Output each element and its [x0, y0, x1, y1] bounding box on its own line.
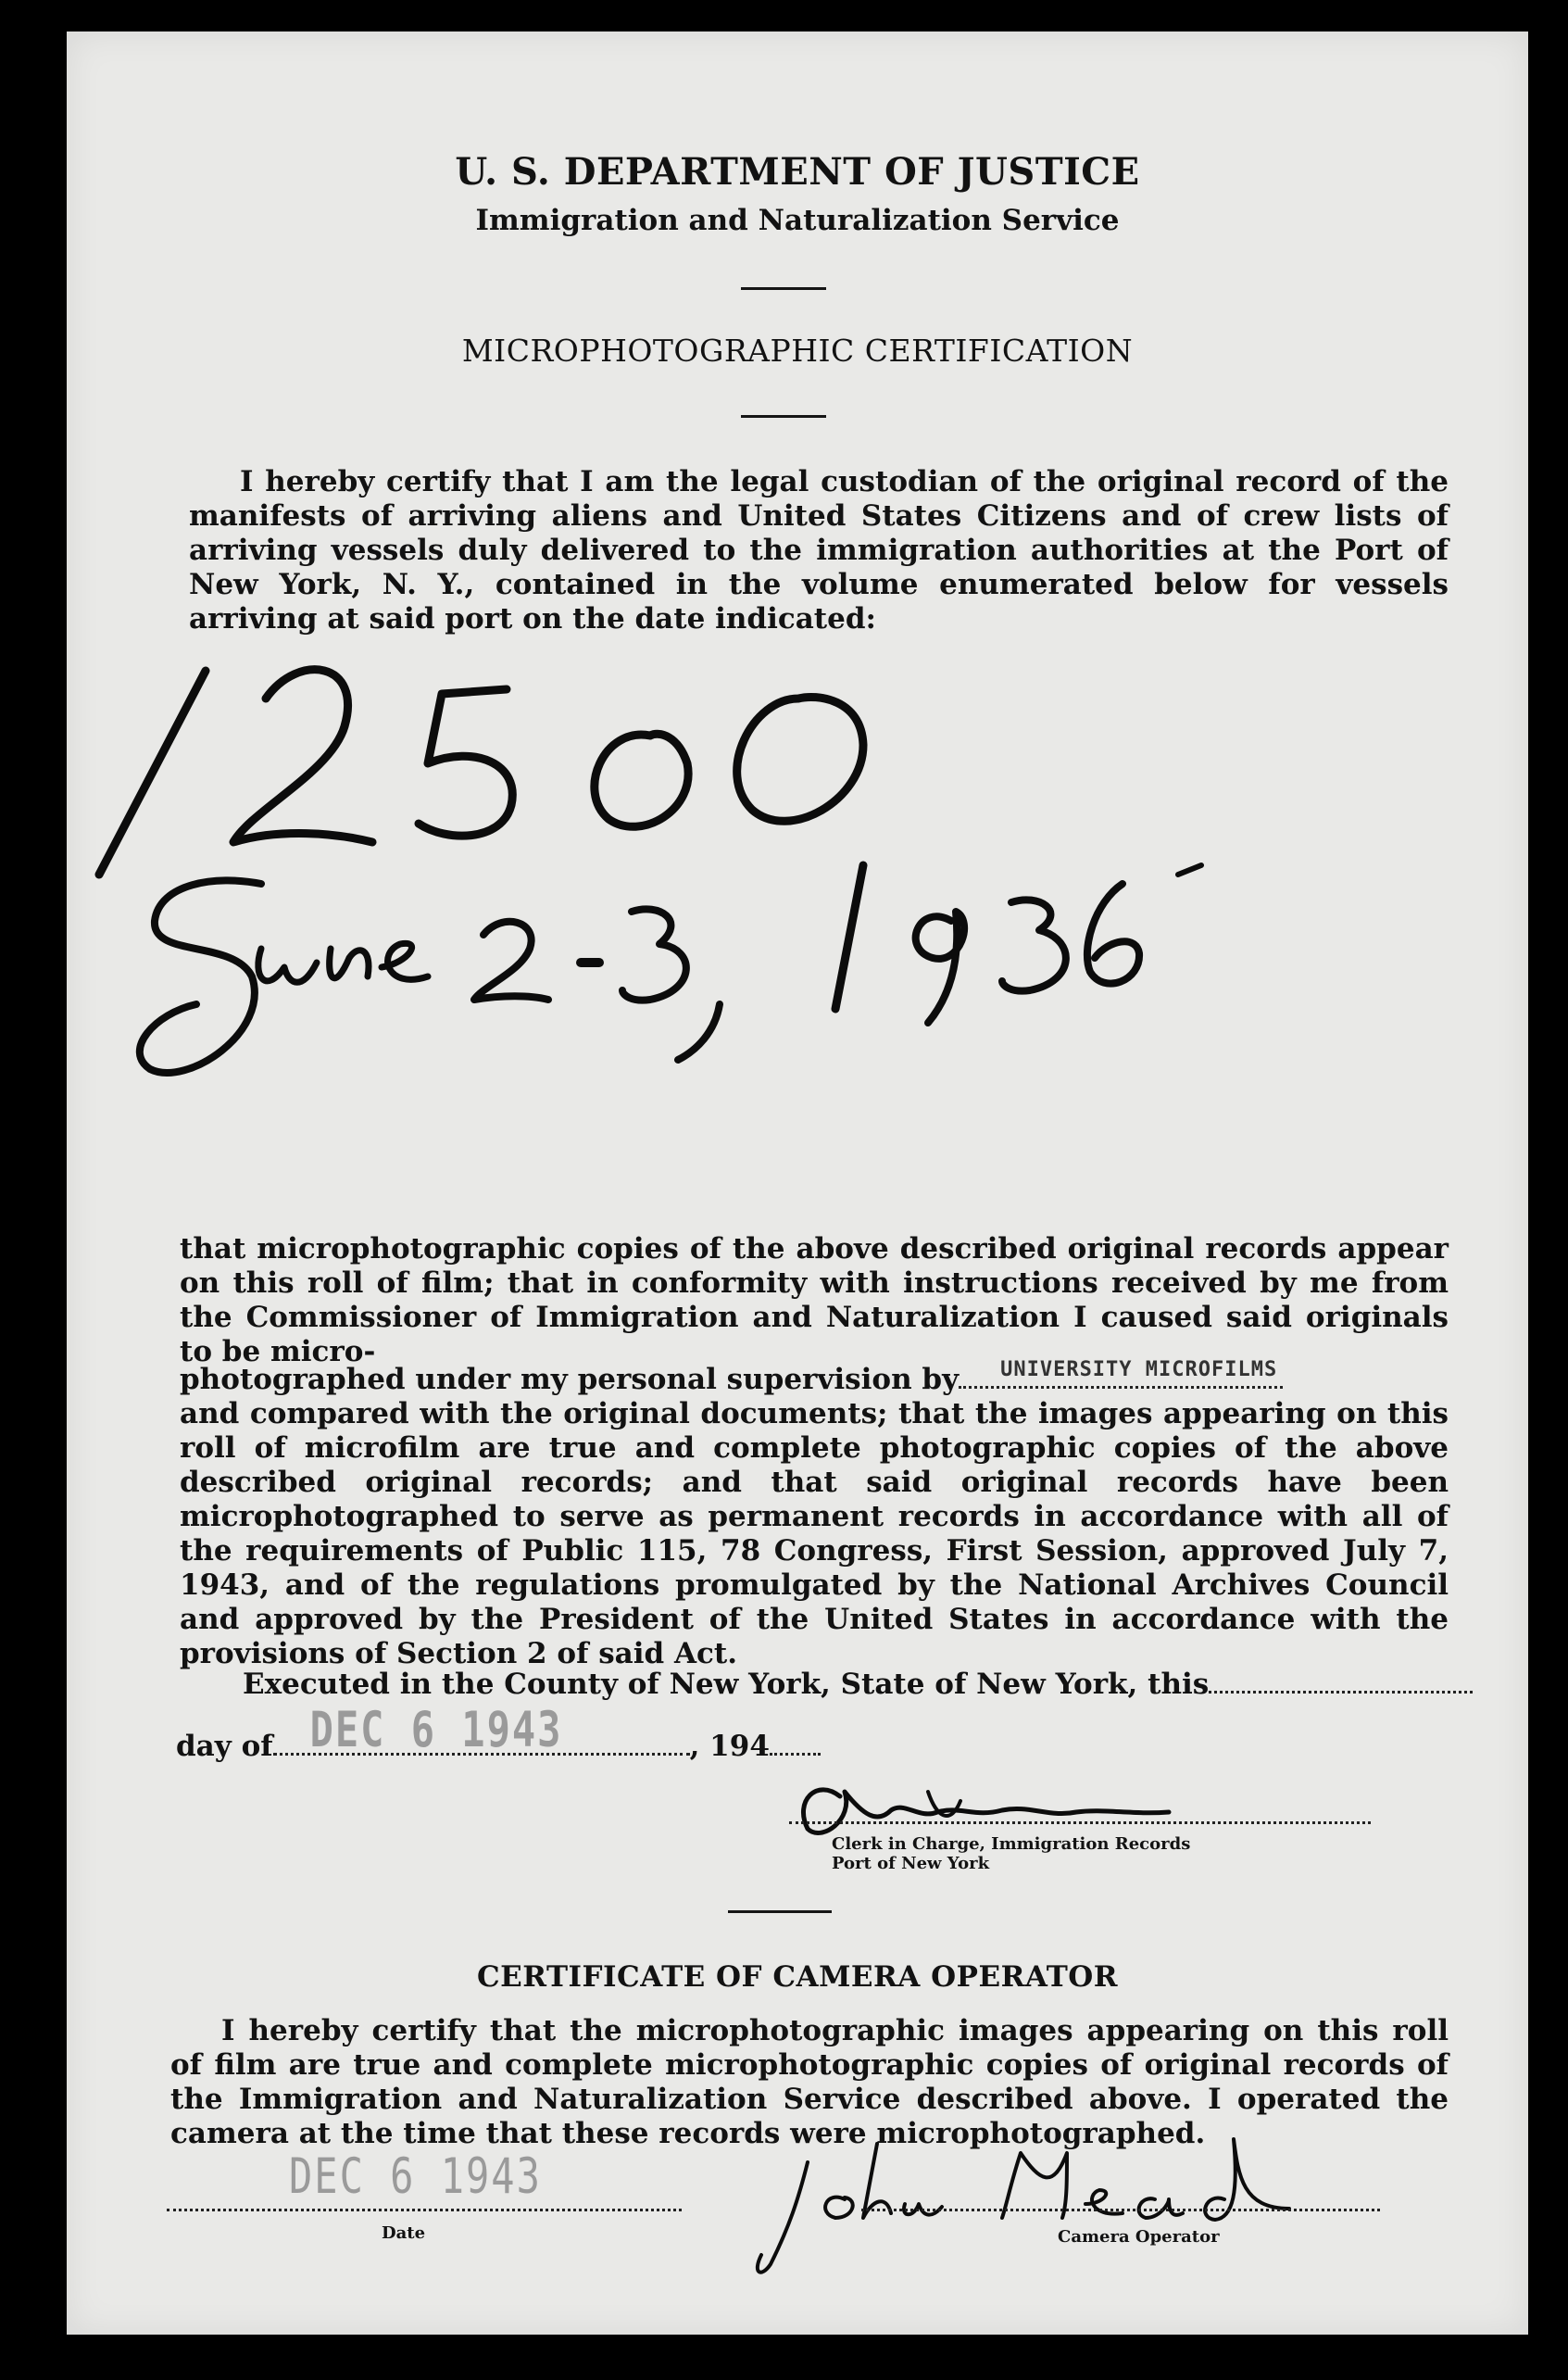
volume-date — [67, 658, 135, 668]
body-paragraph-part1: that microphotographic copies of the above described original records appear on this roll of film; that in conformity with instructions received by me from the Commissioner of Immigration and Naturalization I caused said originals to be micro- — [180, 1232, 1449, 1368]
department-title: U. S. DEPARTMENT OF JUSTICE — [455, 150, 1140, 194]
body-paragraph-part2: and compared with the original documents; that the images appearing on this roll of microfilm are true and complete photographic copies of the above described original records; and that said original records have been microphotographed to serve as permanent records in accordance with all of the requirements of Public 115, 78 Congress, First Session, approved July 7, 1943, and of the regulations promulgated by the National Archives Council and approved by the President of the United States in accordance with the provisions of Section 2 of said Act. — [180, 1397, 1449, 1670]
camera-operator-paragraph: I hereby certify that the microphotographic images appearing on this roll of film are true and complete microphotographic copies of original records of the Immigration and Naturalization Service described above. I operated the camera at the time that these records were microphotographed. — [170, 2014, 1449, 2150]
handwritten-volume-entry — [67, 643, 1456, 1134]
service-subtitle: Immigration and Naturalization Service — [475, 204, 1120, 237]
executed-text: Executed in the County of New York, State of New York, this — [243, 1668, 1210, 1701]
supervisor-name: UNIVERSITY MICROFILMS — [1000, 1358, 1278, 1381]
intro-paragraph: I hereby certify that I am the legal custodian of the original record of the manifests of arriving aliens and United States Citizens and of crew lists of arriving vessels duly delivered to the immigration authorities at the Port of New York, N. Y., contained in the volume enumerated below for vessels arriving at said port on the date indicated: — [189, 465, 1449, 636]
divider — [728, 1910, 832, 1913]
clerk-title-line1: Clerk in Charge, Immigration Records — [832, 1834, 1191, 1854]
clerk-title-line2: Port of New York — [832, 1854, 990, 1873]
executed-day-field — [1209, 1665, 1473, 1694]
clerk-title — [832, 1834, 1190, 1873]
camera-operator-line — [861, 2207, 1380, 2211]
year-prefix: , 194 — [689, 1730, 770, 1763]
camera-operator-label: Camera Operator — [1058, 2227, 1220, 2247]
day-of-line — [176, 1701, 821, 1763]
day-of-field — [273, 1701, 690, 1758]
day-of-label: day of — [176, 1730, 273, 1763]
date-line — [167, 2207, 682, 2211]
divider — [741, 415, 826, 418]
volume-number — [67, 643, 96, 653]
supervisor-field — [959, 1358, 1283, 1389]
camera-operator-title: CERTIFICATE OF CAMERA OPERATOR — [476, 1960, 1119, 1994]
supervision-line — [180, 1358, 1283, 1396]
day-of-date-stamp: DEC 6 1943 — [309, 1701, 563, 1758]
date-label: Date — [382, 2223, 426, 2243]
supervision-prefix: photographed under my personal supervision by — [180, 1363, 960, 1396]
camera-date-stamp: DEC 6 1943 — [289, 2147, 542, 2205]
divider — [741, 287, 826, 290]
executed-line — [243, 1665, 1473, 1701]
clerk-signature-line — [789, 1820, 1371, 1824]
camera-operator-signature — [734, 2125, 1382, 2283]
certification-heading: MICROPHOTOGRAPHIC CERTIFICATION — [461, 333, 1134, 369]
certificate-sheet — [67, 31, 1528, 2335]
year-field — [770, 1727, 821, 1756]
operator-signature-text — [734, 2125, 784, 2135]
